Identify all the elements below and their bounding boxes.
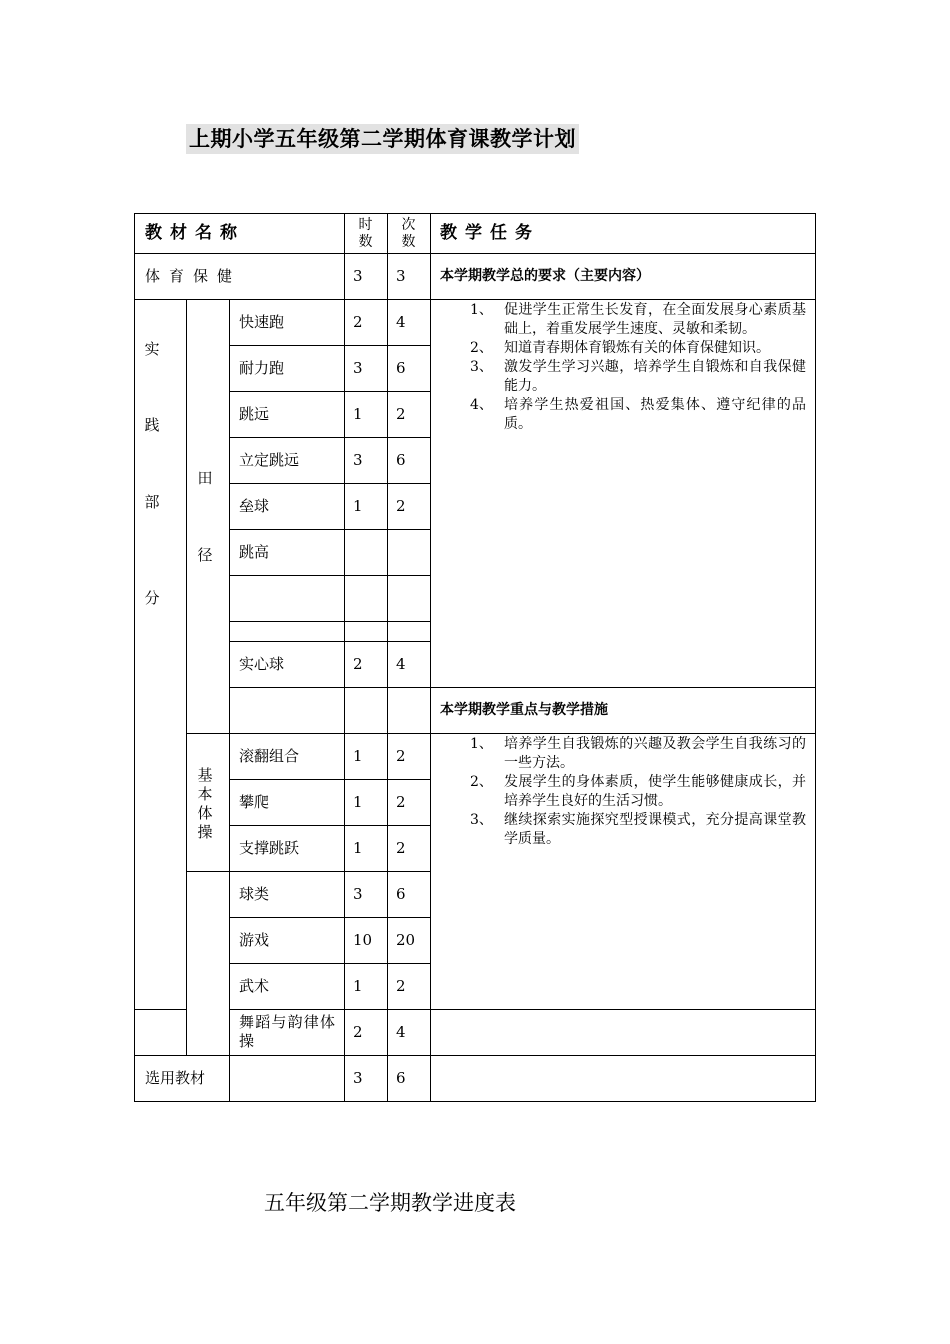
other-item-hours: 1 <box>353 977 363 995</box>
dance-name: 舞蹈与韵律体操 <box>239 1013 335 1050</box>
track-item-times: 4 <box>396 655 406 673</box>
list-text: 发展学生的身体素质，使学生能够健康成长，并培养学生良好的生活习惯。 <box>504 774 806 809</box>
list-text: 培养学生热爱祖国、热爱集体、遵守纪律的品质。 <box>504 397 806 432</box>
health-name: 体育保健 <box>145 267 242 285</box>
list-item <box>470 358 806 396</box>
practice-label: 部 <box>144 493 160 511</box>
track-item-times: 6 <box>396 451 406 469</box>
practice-label: 实 <box>144 340 160 358</box>
track-field-label: 田 <box>197 469 213 487</box>
list-number: 1、 <box>470 302 493 318</box>
track-item-hours <box>353 621 383 641</box>
elective-hours: 3 <box>353 1069 363 1087</box>
other-item-name: 武术 <box>239 977 270 995</box>
gym-item-hours: 1 <box>353 747 363 765</box>
table-rule <box>134 1055 816 1056</box>
elective-name: 选用教材 <box>145 1069 206 1087</box>
track-item-times <box>396 621 428 641</box>
list-item <box>470 301 806 339</box>
track-item-hours: 1 <box>353 497 363 515</box>
focus-list <box>470 735 806 849</box>
health-hours: 3 <box>353 267 363 285</box>
track-item-hours <box>353 687 383 733</box>
requirements-heading: 本学期教学总的要求（主要内容） <box>440 268 650 284</box>
gym-item-times: 2 <box>396 793 406 811</box>
list-text: 知道青春期体育锻炼有关的体育保健知识。 <box>504 340 770 356</box>
list-text: 培养学生自我锻炼的兴趣及教会学生自我练习的一些方法。 <box>504 736 806 771</box>
gym-item-name: 攀爬 <box>239 793 270 811</box>
requirements-list <box>470 301 806 434</box>
header-teaching-tasks: 教学任务 <box>440 223 540 243</box>
track-item-times <box>396 575 428 621</box>
other-item-hours: 10 <box>353 931 373 949</box>
table-rule <box>134 1009 187 1010</box>
basic-gymnastics-label: 本 <box>197 785 213 803</box>
track-item-hours: 1 <box>353 405 363 423</box>
table-rule <box>229 299 230 1102</box>
other-item-times: 2 <box>396 977 406 995</box>
track-item-hours: 2 <box>353 313 363 331</box>
table-rule <box>134 299 816 300</box>
track-item-name: 跳远 <box>239 405 270 423</box>
list-text: 促进学生正常生长发育，在全面发展身心素质基础上，着重发展学生速度、灵敏和柔韧。 <box>504 302 806 337</box>
gym-item-name: 支撑跳跃 <box>239 839 300 857</box>
practice-label: 分 <box>144 589 160 607</box>
track-item-hours: 2 <box>353 655 363 673</box>
track-field-label: 径 <box>197 546 213 564</box>
list-number: 1、 <box>470 736 493 752</box>
header-hours: 时 <box>358 216 373 233</box>
track-item-name: 快速跑 <box>239 313 285 331</box>
list-item <box>470 811 806 849</box>
track-item-times: 2 <box>396 405 406 423</box>
table-rule <box>186 299 187 1056</box>
table-rule <box>430 213 431 1102</box>
track-item-times <box>396 687 428 733</box>
basic-gymnastics-label: 体 <box>197 804 213 822</box>
other-item-name: 游戏 <box>239 931 270 949</box>
table-rule <box>186 871 230 872</box>
list-number: 4、 <box>470 397 493 413</box>
dance-times: 4 <box>396 1023 406 1041</box>
table-rule <box>134 213 135 1102</box>
list-text: 继续探索实施探究型授课模式，充分提高课堂教学质量。 <box>504 812 806 847</box>
health-times: 3 <box>396 267 406 285</box>
schedule-subtitle: 五年级第二学期教学进度表 <box>264 1191 516 1215</box>
list-number: 2、 <box>470 340 493 356</box>
track-item-name <box>239 687 339 733</box>
gym-item-name: 滚翻组合 <box>239 747 300 765</box>
basic-gymnastics-label: 基 <box>197 766 213 784</box>
table-rule <box>344 213 345 1102</box>
gym-item-times: 2 <box>396 839 406 857</box>
gym-item-hours: 1 <box>353 839 363 857</box>
list-item <box>470 396 806 434</box>
header-times: 数 <box>401 233 416 250</box>
list-item <box>470 339 806 358</box>
table-rule <box>430 733 816 734</box>
track-item-name: 立定跳远 <box>239 451 300 469</box>
list-item <box>470 773 806 811</box>
basic-gymnastics-label: 操 <box>197 823 213 841</box>
list-number: 3、 <box>470 812 493 828</box>
header-times: 次 <box>401 216 416 233</box>
track-item-hours <box>353 575 383 621</box>
table-rule <box>387 213 388 1102</box>
other-item-name: 球类 <box>239 885 270 903</box>
list-text: 激发学生学习兴趣，培养学生自锻炼和自我保健能力。 <box>504 359 806 394</box>
gym-item-hours: 1 <box>353 793 363 811</box>
practice-label: 践 <box>144 416 160 434</box>
page-title: 上期小学五年级第二学期体育课教学计划 <box>186 124 579 154</box>
track-item-times: 4 <box>396 313 406 331</box>
list-number: 2、 <box>470 774 493 790</box>
track-item-hours: 3 <box>353 451 363 469</box>
list-item <box>470 735 806 773</box>
dance-hours: 2 <box>353 1023 363 1041</box>
track-item-name: 耐力跑 <box>239 359 285 377</box>
track-item-name: 实心球 <box>239 655 285 673</box>
table-rule <box>815 213 816 1102</box>
track-item-hours <box>353 529 383 575</box>
table-rule <box>134 1101 816 1102</box>
track-item-name: 跳高 <box>239 543 270 561</box>
track-item-times <box>396 529 428 575</box>
table-rule <box>186 733 230 734</box>
other-item-times: 20 <box>396 931 416 949</box>
track-item-hours: 3 <box>353 359 363 377</box>
elective-times: 6 <box>396 1069 406 1087</box>
gym-item-times: 2 <box>396 747 406 765</box>
track-item-name: 垒球 <box>239 497 270 515</box>
other-item-hours: 3 <box>353 885 363 903</box>
header-hours: 数 <box>358 233 373 250</box>
track-item-times: 2 <box>396 497 406 515</box>
track-item-name <box>239 575 339 621</box>
table-rule <box>430 1009 816 1010</box>
track-item-times: 6 <box>396 359 406 377</box>
track-item-name <box>239 621 339 641</box>
other-item-times: 6 <box>396 885 406 903</box>
list-number: 3、 <box>470 359 493 375</box>
focus-heading: 本学期教学重点与教学措施 <box>440 702 608 718</box>
header-material-name: 教材名称 <box>145 223 245 243</box>
